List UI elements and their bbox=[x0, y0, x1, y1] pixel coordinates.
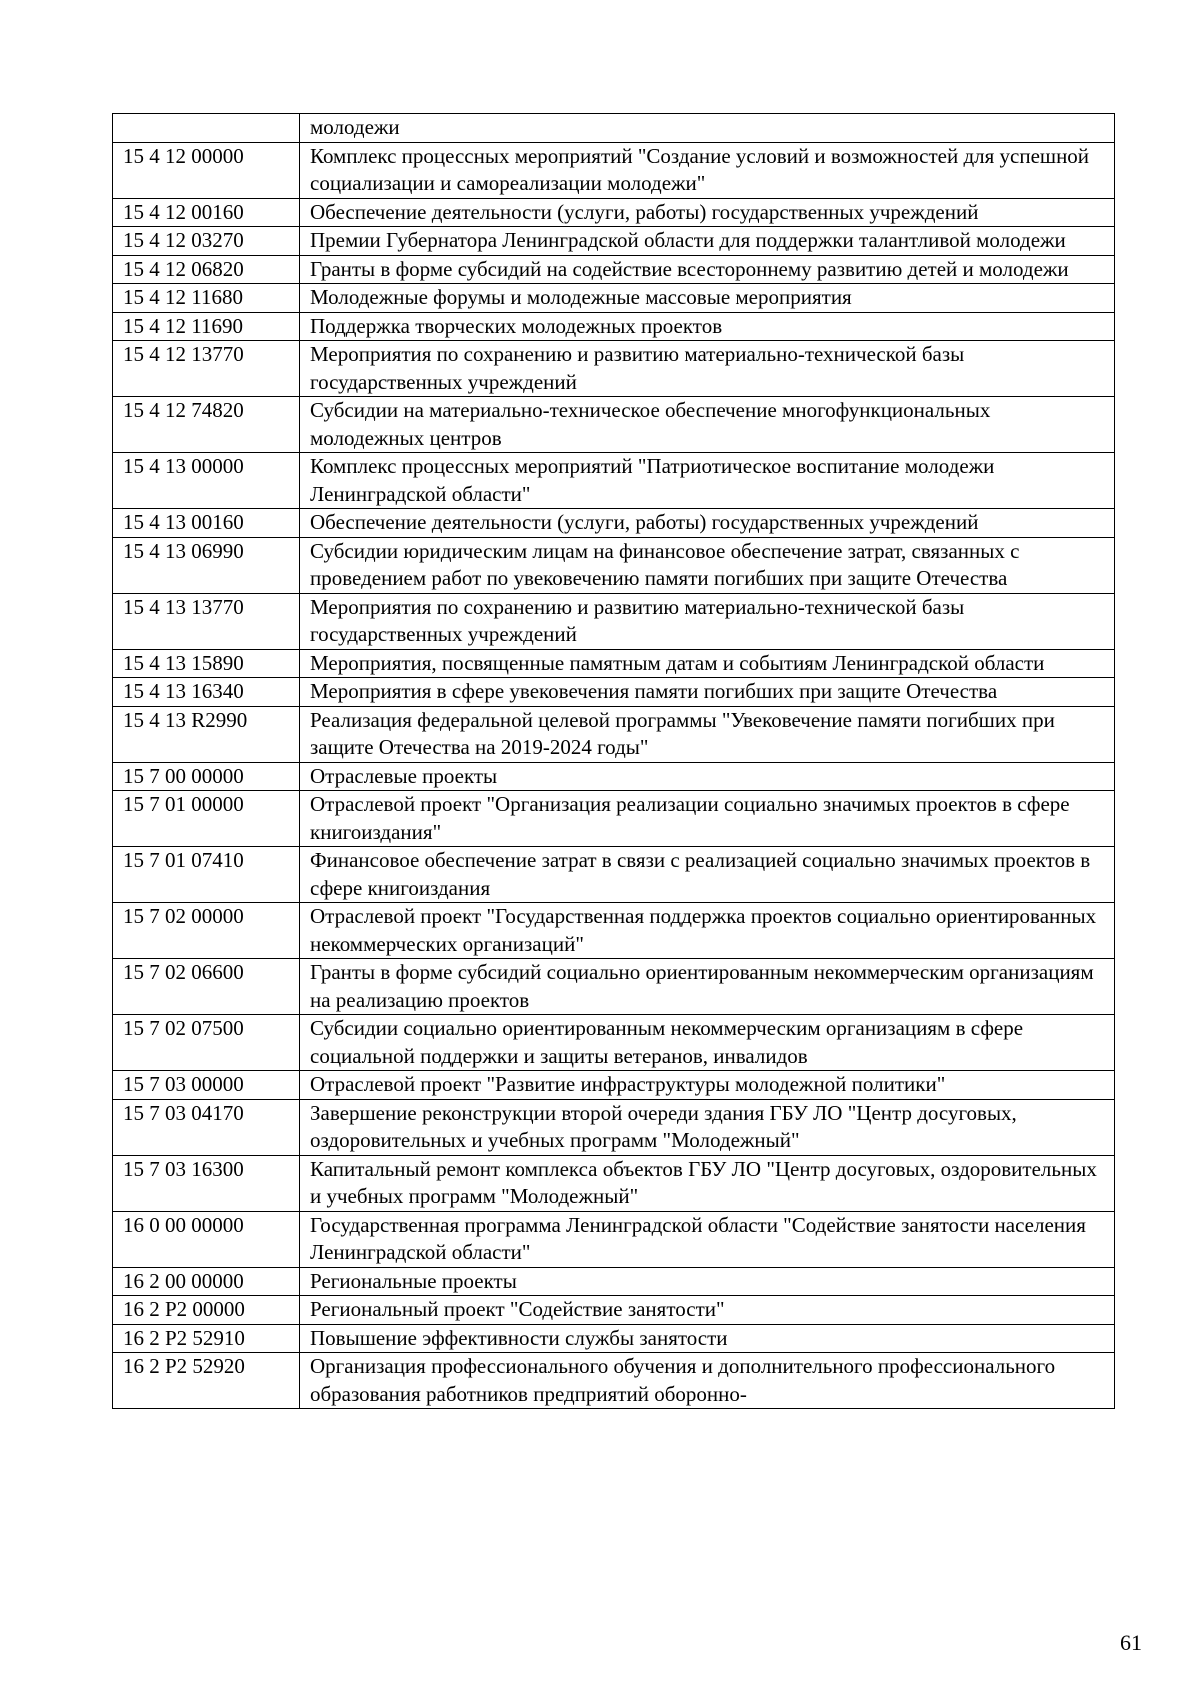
row-name: Государственная программа Ленинградской области "Содействие занятости населения Ленинградской области" bbox=[300, 1211, 1115, 1267]
table-row bbox=[113, 1353, 1115, 1409]
row-code: 16 0 00 00000 bbox=[113, 1211, 300, 1267]
row-code: 15 4 12 06820 bbox=[113, 255, 300, 284]
table-row bbox=[113, 1071, 1115, 1100]
row-name: Отраслевой проект "Государственная поддержка проектов социально ориентированных некоммерческих организаций" bbox=[300, 903, 1115, 959]
table-row bbox=[113, 453, 1115, 509]
row-code: 15 4 12 00000 bbox=[113, 142, 300, 198]
table-row bbox=[113, 227, 1115, 256]
row-code: 16 2 P2 52910 bbox=[113, 1324, 300, 1353]
table-row bbox=[113, 959, 1115, 1015]
row-code: 15 7 02 07500 bbox=[113, 1015, 300, 1071]
row-code: 15 4 13 06990 bbox=[113, 537, 300, 593]
row-code: 15 7 03 00000 bbox=[113, 1071, 300, 1100]
row-code: 15 4 13 R2990 bbox=[113, 706, 300, 762]
row-code: 15 4 13 15890 bbox=[113, 649, 300, 678]
row-name: Мероприятия в сфере увековечения памяти погибших при защите Отечества bbox=[300, 678, 1115, 707]
row-code: 15 4 12 74820 bbox=[113, 397, 300, 453]
table-row bbox=[113, 509, 1115, 538]
row-name: Отраслевой проект "Организация реализации социально значимых проектов в сфере книгоиздания" bbox=[300, 791, 1115, 847]
table-row bbox=[113, 284, 1115, 313]
page-number: 61 bbox=[1120, 1630, 1142, 1655]
row-name: Поддержка творческих молодежных проектов bbox=[300, 312, 1115, 341]
row-code: 15 7 01 00000 bbox=[113, 791, 300, 847]
row-name: Капитальный ремонт комплекса объектов ГБУ ЛО "Центр досуговых, оздоровительных и учебных программ "Молодежный" bbox=[300, 1155, 1115, 1211]
row-code: 15 7 03 04170 bbox=[113, 1099, 300, 1155]
row-code: 15 7 02 06600 bbox=[113, 959, 300, 1015]
row-name: Гранты в форме субсидий социально ориентированным некоммерческим организациям на реализацию проектов bbox=[300, 959, 1115, 1015]
table-row bbox=[113, 312, 1115, 341]
row-code: 15 4 12 11680 bbox=[113, 284, 300, 313]
table-row bbox=[113, 1099, 1115, 1155]
row-name: Завершение реконструкции второй очереди здания ГБУ ЛО "Центр досуговых, оздоровительных и учебных программ "Молодежный" bbox=[300, 1099, 1115, 1155]
table-row bbox=[113, 847, 1115, 903]
table-row bbox=[113, 903, 1115, 959]
table-row bbox=[113, 198, 1115, 227]
row-name: Отраслевые проекты bbox=[300, 762, 1115, 791]
table-row bbox=[113, 1267, 1115, 1296]
table-row bbox=[113, 593, 1115, 649]
row-name: Обеспечение деятельности (услуги, работы) государственных учреждений bbox=[300, 509, 1115, 538]
budget-classification-table bbox=[112, 113, 1115, 1409]
table-row bbox=[113, 678, 1115, 707]
row-code: 15 4 12 03270 bbox=[113, 227, 300, 256]
table-row bbox=[113, 762, 1115, 791]
row-name: Организация профессионального обучения и дополнительного профессионального образования работников предприятий оборонно- bbox=[300, 1353, 1115, 1409]
row-name: Комплекс процессных мероприятий "Создание условий и возможностей для успешной социализации и самореализации молодежи" bbox=[300, 142, 1115, 198]
row-name: Мероприятия, посвященные памятным датам и событиям Ленинградской области bbox=[300, 649, 1115, 678]
row-code: 15 4 13 00160 bbox=[113, 509, 300, 538]
row-name: Обеспечение деятельности (услуги, работы) государственных учреждений bbox=[300, 198, 1115, 227]
row-name: Финансовое обеспечение затрат в связи с реализацией социально значимых проектов в сфере книгоиздания bbox=[300, 847, 1115, 903]
row-code: 16 2 00 00000 bbox=[113, 1267, 300, 1296]
row-code: 15 4 13 16340 bbox=[113, 678, 300, 707]
row-code: 15 7 00 00000 bbox=[113, 762, 300, 791]
row-name: Реализация федеральной целевой программы "Увековечение памяти погибших при защите Отечества на 2019-2024 годы" bbox=[300, 706, 1115, 762]
table-row bbox=[113, 1211, 1115, 1267]
table-row bbox=[113, 706, 1115, 762]
row-code: 16 2 P2 00000 bbox=[113, 1296, 300, 1325]
row-name: Отраслевой проект "Развитие инфраструктуры молодежной политики" bbox=[300, 1071, 1115, 1100]
row-name: Гранты в форме субсидий на содействие всестороннему развитию детей и молодежи bbox=[300, 255, 1115, 284]
table-row bbox=[113, 1015, 1115, 1071]
table-row bbox=[113, 1324, 1115, 1353]
row-name: Молодежные форумы и молодежные массовые мероприятия bbox=[300, 284, 1115, 313]
table-row bbox=[113, 537, 1115, 593]
table-row bbox=[113, 1296, 1115, 1325]
row-code: 15 7 01 07410 bbox=[113, 847, 300, 903]
table-body bbox=[113, 114, 1115, 1409]
table-row bbox=[113, 341, 1115, 397]
table-row bbox=[113, 397, 1115, 453]
row-code: 15 4 12 13770 bbox=[113, 341, 300, 397]
row-code: 15 4 12 00160 bbox=[113, 198, 300, 227]
row-code: 15 4 13 13770 bbox=[113, 593, 300, 649]
row-name: молодежи bbox=[300, 114, 1115, 143]
row-code: 15 7 02 00000 bbox=[113, 903, 300, 959]
table-row bbox=[113, 649, 1115, 678]
row-name: Мероприятия по сохранению и развитию материально-технической базы государственных учреждений bbox=[300, 593, 1115, 649]
row-code bbox=[113, 114, 300, 143]
row-name: Региональные проекты bbox=[300, 1267, 1115, 1296]
row-code: 16 2 P2 52920 bbox=[113, 1353, 300, 1409]
table-row bbox=[113, 255, 1115, 284]
row-name: Субсидии социально ориентированным некоммерческим организациям в сфере социальной поддержки и защиты ветеранов, инвалидов bbox=[300, 1015, 1115, 1071]
row-code: 15 7 03 16300 bbox=[113, 1155, 300, 1211]
row-name: Региональный проект "Содействие занятости" bbox=[300, 1296, 1115, 1325]
row-code: 15 4 13 00000 bbox=[113, 453, 300, 509]
row-name: Субсидии юридическим лицам на финансовое обеспечение затрат, связанных с проведением работ по увековечению памяти погибших при защите Отечества bbox=[300, 537, 1115, 593]
row-name: Мероприятия по сохранению и развитию материально-технической базы государственных учреждений bbox=[300, 341, 1115, 397]
table-row bbox=[113, 791, 1115, 847]
table-row bbox=[113, 142, 1115, 198]
row-code: 15 4 12 11690 bbox=[113, 312, 300, 341]
table-row bbox=[113, 1155, 1115, 1211]
row-name: Субсидии на материально-техническое обеспечение многофункциональных молодежных центров bbox=[300, 397, 1115, 453]
row-name: Повышение эффективности службы занятости bbox=[300, 1324, 1115, 1353]
row-name: Премии Губернатора Ленинградской области для поддержки талантливой молодежи bbox=[300, 227, 1115, 256]
row-name: Комплекс процессных мероприятий "Патриотическое воспитание молодежи Ленинградской области" bbox=[300, 453, 1115, 509]
table-row bbox=[113, 114, 1115, 143]
